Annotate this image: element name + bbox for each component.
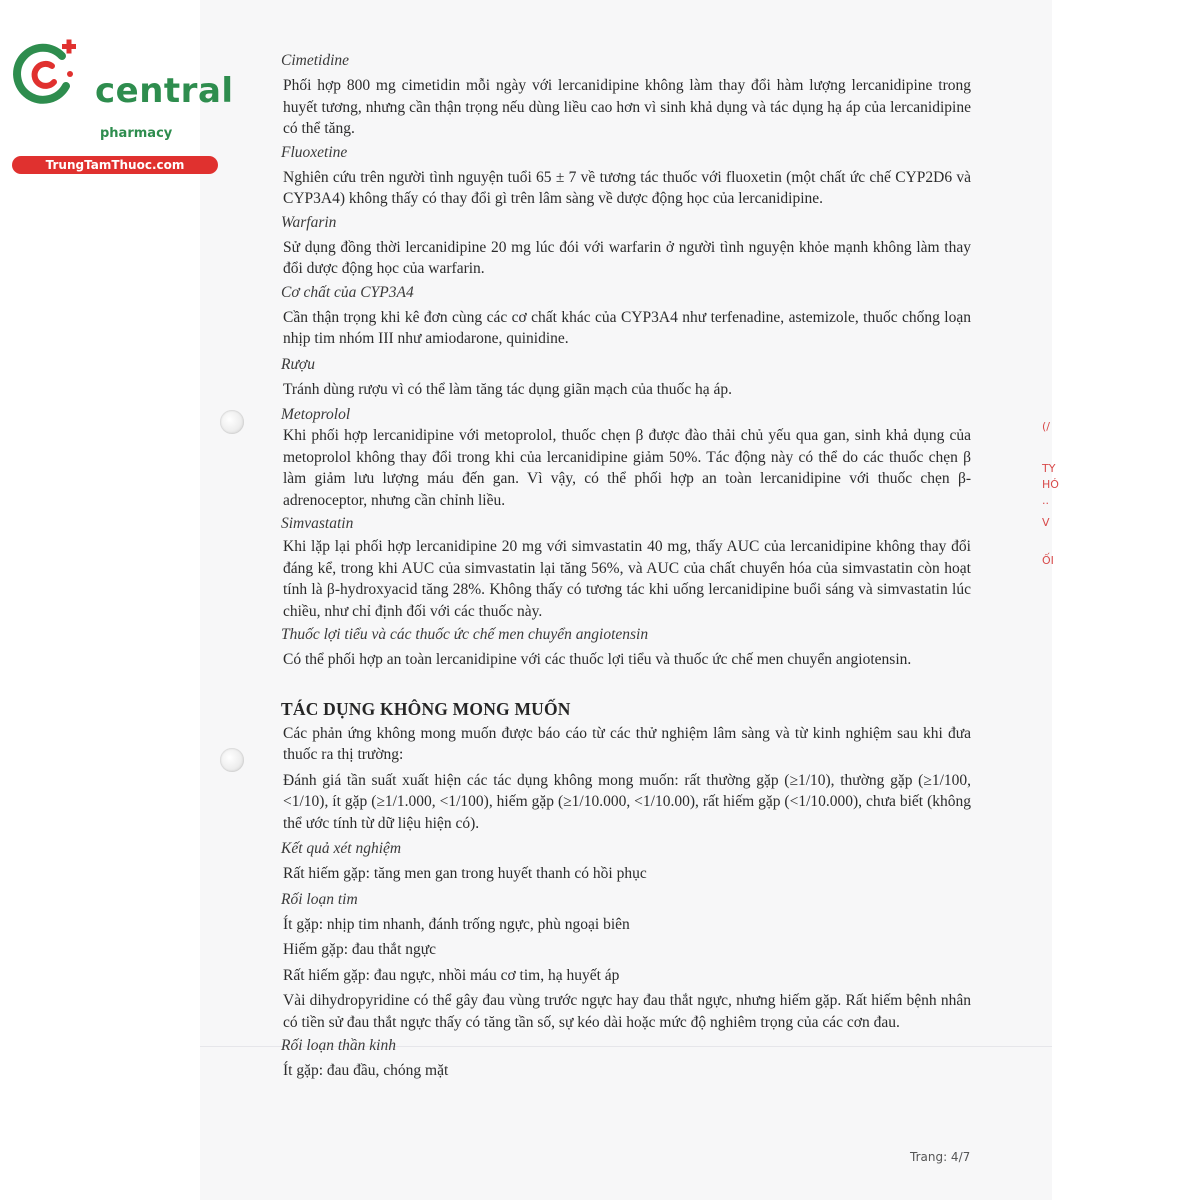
stamp-text: (/ (1042, 420, 1050, 433)
subheading-warfarin: Warfarin (281, 213, 337, 231)
subheading-fluoxetine: Fluoxetine (281, 143, 348, 161)
section-heading-adverse-effects: TÁC DỤNG KHÔNG MONG MUỐN (281, 698, 571, 719)
stamp-text: V (1042, 516, 1050, 529)
page-number: Trang: 4/7 (910, 1150, 971, 1164)
subheading-cardiac-disorders: Rối loạn tim (281, 890, 358, 908)
punch-hole (220, 748, 244, 772)
logo-subtitle: pharmacy (100, 126, 173, 141)
paragraph: Cần thận trọng khi kê đơn cùng các cơ chất khác của CYP3A4 như terfenadine, astemizole, thuốc chống loạn nhịp tim nhóm III như amiodarone, quinidine. (283, 308, 971, 347)
red-stamp-fragment (1038, 420, 1068, 590)
logo-brand-name: central (95, 71, 234, 111)
paragraph: Ít gặp: nhịp tim nhanh, đánh trống ngực, phù ngoại biên (283, 915, 630, 933)
paragraph: Phối hợp 800 mg cimetidin mỗi ngày với lercanidipine không làm thay đổi hàm lượng lercanidipine trong huyết tương, nhưng cần thận trọng nếu dùng liều cao hơn vì sinh khả dụng và tác dụng hạ áp của lercanidipine có thể tăng. (283, 77, 971, 137)
punch-hole (220, 410, 244, 434)
paragraph: Có thể phối hợp an toàn lercanidipine với các thuốc lợi tiểu và thuốc ức chế men chuyển angiotensin. (283, 651, 912, 668)
logo-website: TrungTamThuoc.com (12, 156, 218, 174)
paragraph: Các phản ứng không mong muốn được báo cáo từ các thử nghiệm lâm sàng và từ kinh nghiệm sau khi đưa thuốc ra thị trường: (283, 724, 971, 763)
stamp-text: HÓ (1042, 478, 1059, 491)
paragraph: Khi lặp lại phối hợp lercanidipine 20 mg với simvastatin 40 mg, thấy AUC của lercanidipine không thay đổi đáng kể, trong khi AUC của simvastatin lại tăng 56%, và AUC của chất chuyển hóa của simvastatin còn hoạt tính là β-hydroxyacid tăng 28%. Không thấy có tương tác khi uống lercanidipine buổi sáng và simvastatin lúc chiều, như chỉ định đối với các thuốc này. (283, 538, 971, 620)
document-body (281, 50, 971, 1082)
paragraph: Rất hiếm gặp: tăng men gan trong huyết thanh có hồi phục (283, 865, 647, 882)
subheading-lab-results: Kết quả xét nghiệm (281, 840, 402, 857)
subheading-alcohol: Rượu (281, 355, 315, 373)
paragraph: Nghiên cứu trên người tình nguyện tuổi 65 ± 7 về tương tác thuốc với fluoxetin (một chất ức chế CYP2D6 và CYP3A4) không thấy có thay đổi gì trên lâm sàng về dược động học của lercanidipine. (283, 168, 971, 207)
stamp-text: .. (1042, 494, 1049, 507)
subheading-metoprolol: Metoprolol (281, 406, 351, 423)
stamp-text: ỐI (1042, 554, 1054, 567)
paragraph: Đánh giá tần suất xuất hiện các tác dụng không mong muốn: rất thường gặp (≥1/10), thường gặp (≥1/100, <1/10), ít gặp (≥1/1.000, <1/100), hiếm gặp (≥1/10.000, <1/10.00), rất hiếm gặp (<1/10.000), chưa biết (không thể ước tính từ dữ liệu hiện có). (283, 771, 971, 832)
paragraph: Hiếm gặp: đau thắt ngực (283, 941, 437, 958)
paragraph: Sử dụng đồng thời lercanidipine 20 mg lúc đói với warfarin ở người tình nguyện khỏe mạnh không làm thay đổi dược động học của warfarin. (283, 238, 971, 277)
subheading-nervous-disorders: Rối loạn thần kinh (281, 1037, 396, 1054)
subheading-simvastatin: Simvastatin (281, 515, 354, 532)
paragraph: Vài dihydropyridine có thể gây đau vùng trước ngực hay đau thắt ngực, nhưng hiếm gặp. Rất hiếm bệnh nhân có tiền sử đau thắt ngực thấy có tăng tần số, sự kéo dài hoặc mức độ nghiêm trọng của các cơn đau. (283, 992, 971, 1031)
subheading-cyp3a4: Cơ chất của CYP3A4 (281, 283, 414, 301)
central-pharmacy-logo-icon (10, 38, 82, 110)
subheading-diuretics-ace: Thuốc lợi tiểu và các thuốc ức chế men chuyển angiotensin (281, 626, 649, 643)
paragraph: Ít gặp: đau đầu, chóng mặt (283, 1062, 449, 1079)
paragraph: Tránh dùng rượu vì có thể làm tăng tác dụng giãn mạch của thuốc hạ áp. (283, 380, 733, 398)
stamp-text: TY (1042, 462, 1056, 475)
subheading-cimetidine: Cimetidine (281, 52, 350, 69)
paragraph: Rất hiếm gặp: đau ngực, nhồi máu cơ tim, hạ huyết áp (283, 966, 620, 984)
paragraph: Khi phối hợp lercanidipine với metoprolol, thuốc chẹn β được đào thải chủ yếu qua gan, sinh khả dụng của metoprolol không thay đổi trong khi của lercanidipine giảm 50%. Tác động này có thể do các thuốc chẹn β làm giảm lưu lượng máu đến gan. Vì vậy, có thể phối hợp an toàn lercanidipine với thuốc chẹn β-adrenoceptor, nhưng cần chỉnh liều. (283, 427, 971, 509)
brand-logo[interactable] (10, 38, 234, 172)
